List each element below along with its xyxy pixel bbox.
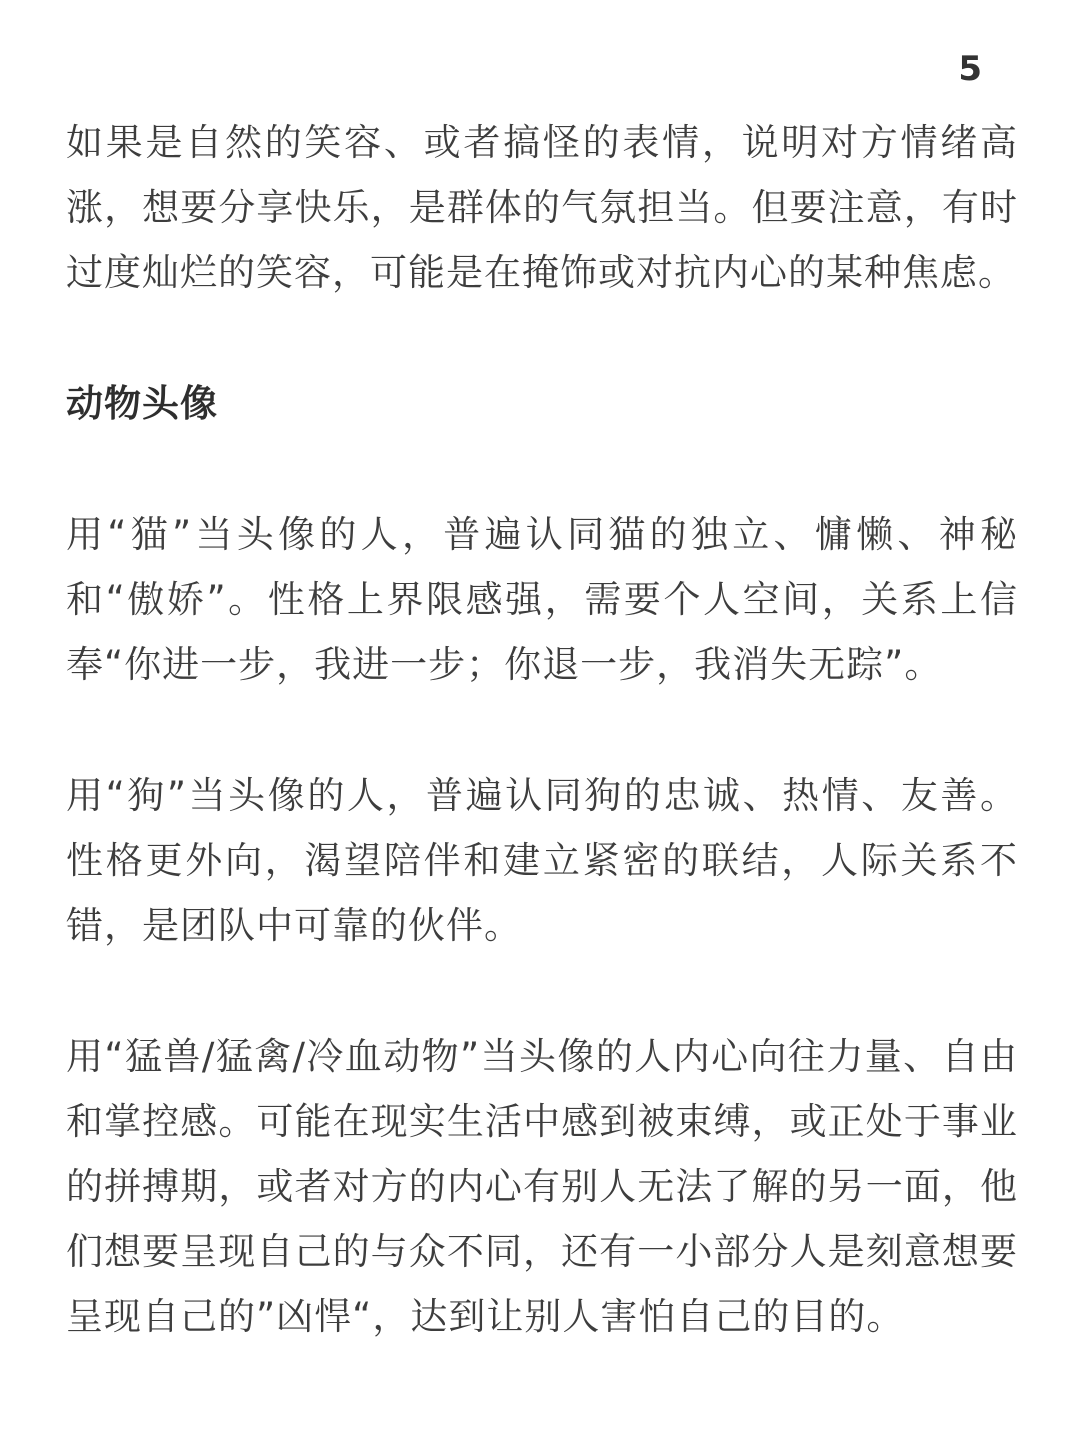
beast-avatar-paragraph: 用“猛兽/猛禽/冷血动物”当头像的人内心向往力量、自由和掌控感。可能在现实生活中感到被束缚，或正处于事业的拼搏期，或者对方的内心有别人无法了解的另一面，他们想要呈现自己的与众不同，还有一小部分人是刻意想要呈现自己的”凶悍“，达到让别人害怕自己的目的。 [66,1035,1018,1338]
section-heading: 动物头像 [66,382,218,425]
article-body [66,110,1018,1349]
dog-avatar-paragraph: 用“狗”当头像的人，普遍认同狗的忠诚、热情、友善。性格更外向，渴望陪伴和建立紧密的联结，人际关系不错，是团队中可靠的伙伴。 [66,774,1018,947]
cat-avatar-paragraph: 用“猫”当头像的人，普遍认同猫的独立、慵懒、神秘和“傲娇”。性格上界限感强，需要个人空间，关系上信奉“你进一步，我进一步；你退一步，我消失无踪”。 [66,513,1018,686]
intro-paragraph: 如果是自然的笑容、或者搞怪的表情，说明对方情绪高涨，想要分享快乐，是群体的气氛担当。但要注意，有时过度灿烂的笑容，可能是在掩饰或对抗内心的某种焦虑。 [66,121,1018,294]
page-number: 5 [958,49,982,89]
